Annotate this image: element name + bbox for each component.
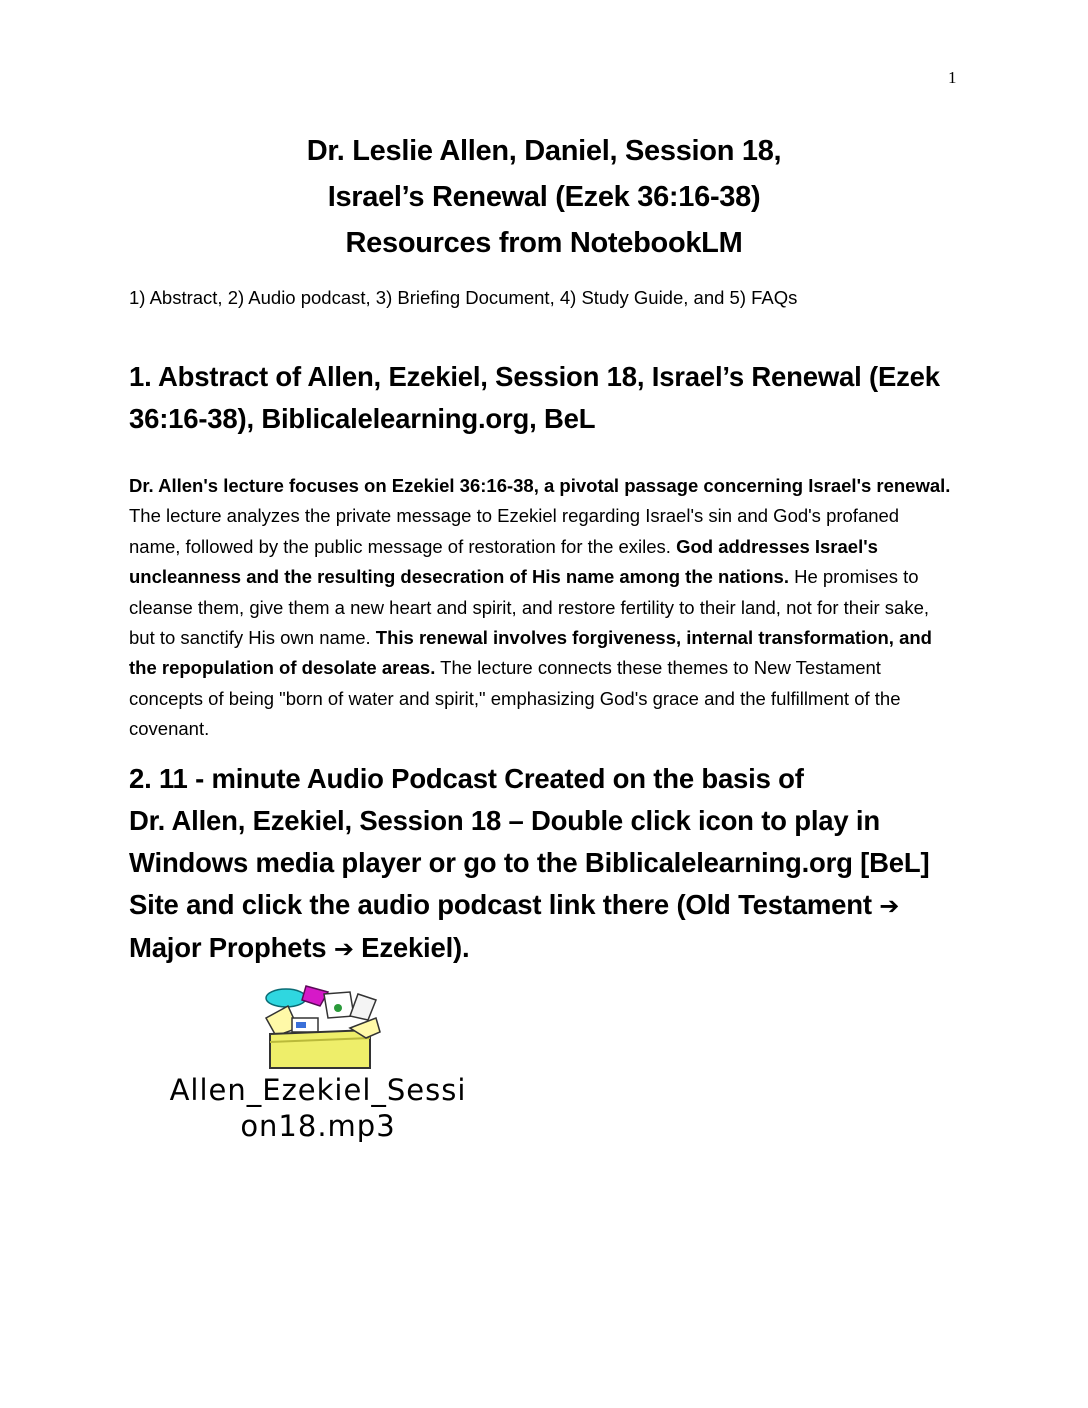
abstract-bold-3: This renewal involves forgiveness, internal transformation, and the repopulation of desolate areas. bbox=[129, 627, 932, 679]
abstract-text-1: The lecture analyzes the private message to Ezekiel regarding Israel's sin and God's profaned name, followed by the public message of restoration for the exiles. bbox=[129, 505, 900, 557]
file-name-line-1: Allen_Ezekiel_Sessi bbox=[169, 1073, 467, 1107]
abstract-heading: 1. Abstract of Allen, Ezekiel, Session 18, Israel’s Renewal (Ezek 36:16-38), Biblicalelearning.org, BeL bbox=[129, 361, 940, 434]
arrow-right-icon: ➔ bbox=[879, 892, 900, 920]
title-line-2: Israel’s Renewal (Ezek 36:16-38) bbox=[327, 181, 761, 213]
title-line-3: Resources from NotebookLM bbox=[345, 227, 743, 259]
title-line-1: Dr. Leslie Allen, Daniel, Session 18, bbox=[306, 135, 782, 167]
page-number: 1 bbox=[948, 68, 957, 87]
contents-list: 1) Abstract, 2) Audio podcast, 3) Briefing Document, 4) Study Guide, and 5) FAQs bbox=[129, 287, 798, 308]
podcast-heading-part2: Dr. Allen, Ezekiel, Session 18 – Double click icon to play in Windows media player or go to the Biblicalelearning.org [BeL] Site and click the audio podcast link there (Old Testament bbox=[129, 805, 930, 920]
package-icon[interactable] bbox=[258, 982, 388, 1072]
arrow-right-icon: ➔ bbox=[333, 935, 354, 963]
podcast-heading-line1: 2. 11 - minute Audio Podcast Created on the basis of bbox=[129, 763, 804, 794]
podcast-heading bbox=[129, 758, 959, 970]
page-title bbox=[0, 128, 1088, 266]
abstract-text-3: The lecture connects these themes to New Testament concepts of being "born of water and spirit," emphasizing God's grace and the fulfillment of the covenant. bbox=[129, 657, 901, 740]
podcast-heading-part3: Major Prophets bbox=[129, 932, 334, 963]
abstract-bold-2: God addresses Israel's uncleanness and the resulting desecration of His name among the nations. bbox=[129, 535, 878, 588]
abstract-text-2: He promises to cleanse them, give them a new heart and spirit, and restore fertility to their land, not for their sake, but to sanctify His own name. bbox=[129, 566, 930, 649]
file-name-line-2: on18.mp3 bbox=[240, 1109, 396, 1143]
podcast-heading-part4: Ezekiel). bbox=[353, 932, 470, 963]
abstract-paragraph bbox=[129, 471, 951, 745]
abstract-bold-1: Dr. Allen's lecture focuses on Ezekiel 36:16-38, a pivotal passage concerning Israel's renewal. bbox=[129, 475, 951, 496]
audio-file-attachment[interactable] bbox=[258, 982, 388, 1072]
audio-file-name[interactable] bbox=[128, 1072, 508, 1144]
